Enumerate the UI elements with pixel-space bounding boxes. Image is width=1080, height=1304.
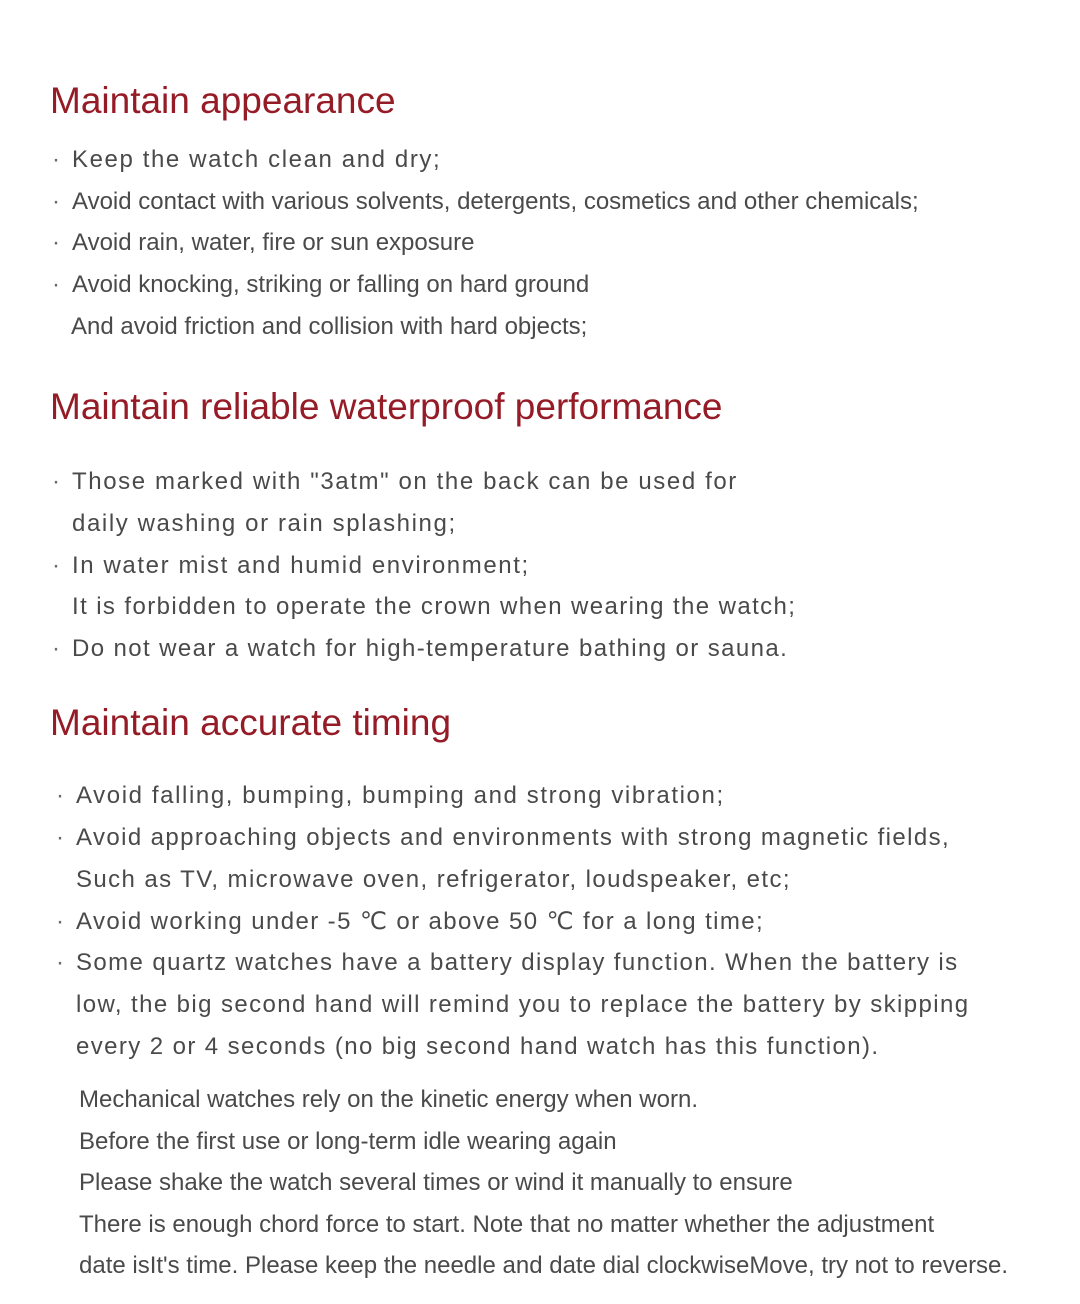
list-item-continuation: daily washing or rain splashing; [72, 510, 457, 537]
bullet-icon: · [56, 824, 64, 851]
list-item: Avoid falling, bumping, bumping and strong vibration; [76, 782, 725, 809]
list-item: Avoid working under -5 ℃ or above 50 ℃ for a long time; [76, 908, 765, 935]
list-item: Avoid approaching objects and environments with strong magnetic fields, [76, 824, 951, 851]
mechanical-note-line: Before the first use or long-term idle wearing again [79, 1128, 617, 1155]
list-item-continuation: low, the big second hand will remind you to replace the battery by skipping [76, 991, 970, 1018]
list-item: Avoid contact with various solvents, detergents, cosmetics and other chemicals; [72, 188, 919, 215]
list-item-continuation: every 2 or 4 seconds (no big second hand watch has this function). [76, 1033, 880, 1060]
list-item-continuation: And avoid friction and collision with hard objects; [71, 313, 588, 340]
mechanical-note-line: date isIt's time. Please keep the needle and date dial clockwiseMove, try not to reverse. [79, 1252, 1009, 1279]
list-item: Keep the watch clean and dry; [72, 146, 442, 173]
mechanical-note-line: Please shake the watch several times or wind it manually to ensure [79, 1169, 793, 1196]
list-item: In water mist and humid environment; [72, 552, 530, 579]
list-item: Do not wear a watch for high-temperature bathing or sauna. [72, 635, 789, 662]
list-item: Those marked with "3atm" on the back can be used for [72, 468, 738, 495]
list-item: Avoid rain, water, fire or sun exposure [72, 229, 475, 256]
bullet-icon: · [52, 271, 60, 298]
mechanical-note-line: Mechanical watches rely on the kinetic energy when worn. [79, 1086, 698, 1113]
mechanical-note-line: There is enough chord force to start. Note that no matter whether the adjustment [79, 1211, 935, 1238]
bullet-icon: · [52, 635, 60, 662]
bullet-icon: · [56, 949, 64, 976]
bullet-icon: · [56, 782, 64, 809]
section-title-waterproof: Maintain reliable waterproof performance [50, 386, 723, 427]
list-item: Avoid knocking, striking or falling on hard ground [72, 271, 590, 298]
bullet-icon: · [52, 188, 60, 215]
list-item: Some quartz watches have a battery display function. When the battery is [76, 949, 959, 976]
bullet-icon: · [52, 552, 60, 579]
list-item-continuation: It is forbidden to operate the crown when wearing the watch; [72, 593, 797, 620]
bullet-icon: · [56, 908, 64, 935]
section-title-timing: Maintain accurate timing [50, 702, 452, 743]
bullet-icon: · [52, 146, 60, 173]
list-item-continuation: Such as TV, microwave oven, refrigerator, loudspeaker, etc; [76, 866, 791, 893]
bullet-icon: · [52, 468, 60, 495]
bullet-icon: · [52, 229, 60, 256]
section-title-appearance: Maintain appearance [50, 80, 396, 121]
